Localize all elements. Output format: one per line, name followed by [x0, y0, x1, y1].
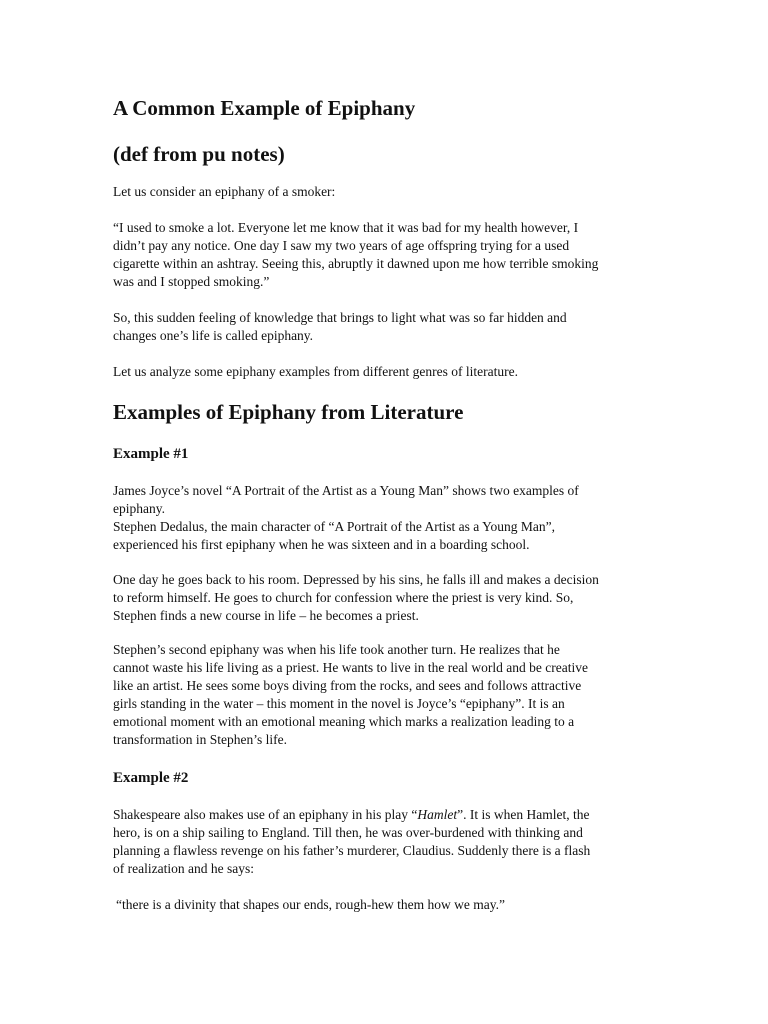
analyze-text: Let us analyze some epiphany examples from different genres of literature. — [113, 364, 518, 379]
hamlet-quote: “there is a divinity that shapes our ends, rough-hew them how we may.” — [116, 897, 506, 912]
section-heading: Examples of Epiphany from Literature — [113, 400, 464, 424]
example-1-paragraph-3 — [113, 641, 653, 749]
example-2-paragraph-1 — [113, 806, 653, 878]
quote-line: cigarette within an ashtray. Seeing this, abruptly it dawned upon me how terrible smoking — [113, 256, 599, 271]
hamlet-quote-paragraph — [116, 896, 656, 914]
paragraph-line: girls standing in the water – this moment in the novel is Joyce’s “epiphany”. It is an — [113, 696, 565, 711]
line-suffix: ”. It is when Hamlet, the — [457, 807, 590, 822]
definition-paragraph — [113, 309, 653, 345]
paragraph-line: Stephen finds a new course in life – he becomes a priest. — [113, 608, 419, 623]
analyze-paragraph — [113, 363, 653, 381]
paragraph-line: Stephen Dedalus, the main character of “A Portrait of the Artist as a Young Man”, — [113, 519, 556, 534]
example-1-paragraph-1 — [113, 482, 653, 554]
smoker-quote-paragraph — [113, 219, 653, 291]
paragraph-line: transformation in Stephen’s life. — [113, 732, 287, 747]
quote-line: didn’t pay any notice. One day I saw my two years of age offspring trying for a used — [113, 238, 570, 253]
paragraph-line: epiphany. — [113, 501, 165, 516]
paragraph-line: of realization and he says: — [113, 861, 254, 876]
definition-line: changes one’s life is called epiphany. — [113, 328, 314, 343]
paragraph-line — [113, 806, 653, 824]
paragraph-line: Stephen’s second epiphany was when his life took another turn. He realizes that he — [113, 642, 560, 657]
quote-line: “I used to smoke a lot. Everyone let me know that it was bad for my health however, I — [113, 220, 579, 235]
example-1-heading: Example #1 — [113, 446, 189, 462]
paragraph-line: emotional moment with an emotional meaning which marks a realization leading to a — [113, 714, 575, 729]
document-title: A Common Example of Epiphany — [113, 96, 416, 120]
paragraph-line: to reform himself. He goes to church for confession where the priest is very kind. So, — [113, 590, 574, 605]
paragraph-line: planning a flawless revenge on his father’s murderer, Claudius. Suddenly there is a flash — [113, 843, 591, 858]
paragraph-line: like an artist. He sees some boys diving from the rocks, and sees and follows attractive — [113, 678, 582, 693]
paragraph-line: experienced his first epiphany when he was sixteen and in a boarding school. — [113, 537, 530, 552]
play-title: Hamlet — [417, 807, 458, 822]
example-1-paragraph-2 — [113, 571, 653, 625]
intro-paragraph — [113, 183, 653, 201]
example-2-heading: Example #2 — [113, 770, 189, 786]
paragraph-line: hero, is on a ship sailing to England. Till then, he was over-burdened with thinking and — [113, 825, 583, 840]
paragraph-line: cannot waste his life living as a priest. He wants to live in the real world and be creative — [113, 660, 588, 675]
quote-line: was and I stopped smoking.” — [113, 274, 270, 289]
paragraph-line: James Joyce’s novel “A Portrait of the Artist as a Young Man” shows two examples of — [113, 483, 579, 498]
intro-text: Let us consider an epiphany of a smoker: — [113, 184, 336, 199]
line-prefix: Shakespeare also makes use of an epiphany in his play “ — [113, 807, 418, 822]
paragraph-line: One day he goes back to his room. Depressed by his sins, he falls ill and makes a decision — [113, 572, 599, 587]
definition-line: So, this sudden feeling of knowledge that brings to light what was so far hidden and — [113, 310, 567, 325]
document-subtitle: (def from pu notes) — [113, 142, 285, 166]
